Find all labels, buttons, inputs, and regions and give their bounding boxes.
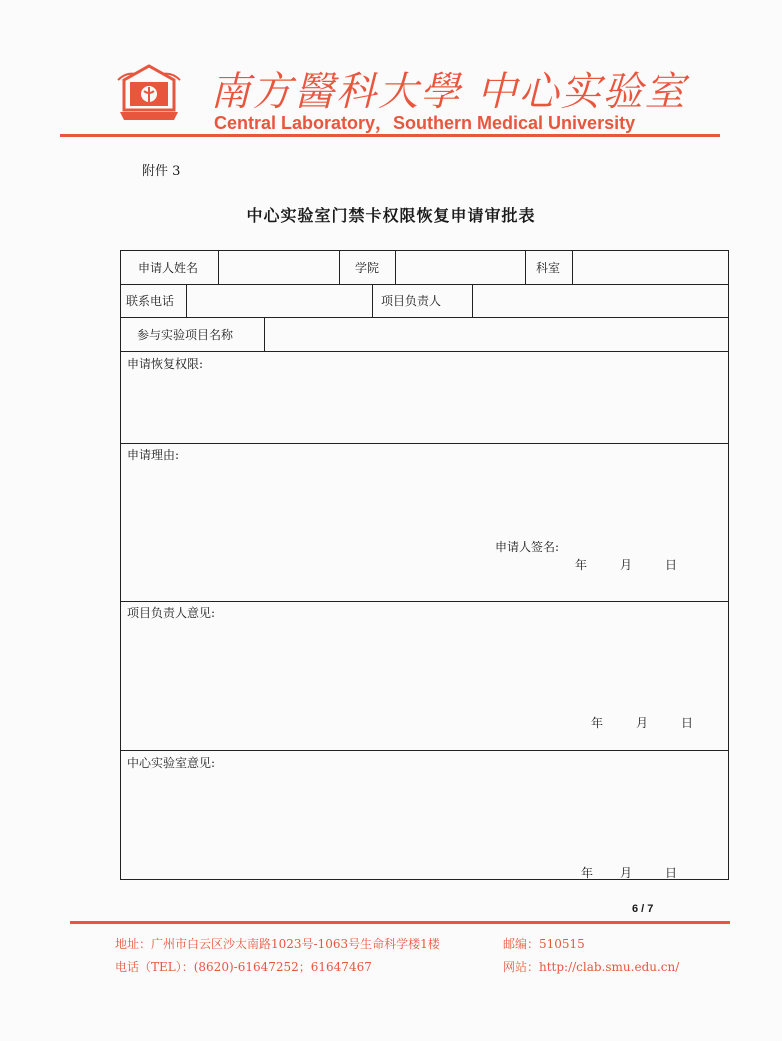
reason-day-label: 日 (665, 558, 678, 572)
project-leader-label: 项目负责人 (381, 294, 442, 308)
restore-permission-field[interactable] (121, 372, 728, 442)
project-name-field[interactable] (265, 318, 728, 351)
reason-year-label: 年 (575, 558, 588, 572)
reason-label: 申请理由: (127, 448, 180, 462)
college-field[interactable] (396, 251, 525, 284)
reason-field[interactable] (121, 463, 728, 533)
project-leader-field[interactable] (473, 285, 728, 317)
university-name-cn: 南方醫科大學 中心实验室 (210, 69, 687, 115)
footer-address: 地址：广州市白云区沙太南路1023号-1063号生命科学楼1楼 (115, 937, 440, 951)
lab-opinion-field[interactable] (121, 772, 728, 852)
footer-postcode: 邮编：510515 (503, 937, 585, 951)
college-label: 学院 (355, 261, 380, 275)
lab-month-label: 月 (620, 866, 633, 880)
applicant-name-field[interactable] (219, 251, 339, 284)
department-label: 科室 (536, 261, 561, 275)
university-name-en: Central Laboratory，Southern Medical University (214, 113, 636, 133)
header-divider (60, 134, 720, 137)
footer-website[interactable]: 网站：http://clab.smu.edu.cn/ (503, 960, 680, 974)
lab-day-label: 日 (665, 866, 678, 880)
applicant-signature-label: 申请人签名: (495, 540, 560, 554)
footer-divider (70, 921, 730, 924)
university-emblem-icon (116, 60, 182, 126)
form-title: 中心实验室门禁卡权限恢复申请审批表 (246, 206, 536, 225)
attachment-label: 附件 3 (142, 164, 181, 179)
lab-year-label: 年 (581, 866, 594, 880)
leader-opinion-field[interactable] (121, 622, 728, 702)
page-number: 6 / 7 (632, 903, 654, 915)
leader-year-label: 年 (591, 716, 604, 730)
applicant-name-label: 申请人姓名 (138, 261, 199, 275)
footer-phone: 电话（TEL）：(8620)-61647252；61647467 (115, 960, 372, 974)
phone-label: 联系电话 (126, 294, 175, 308)
leader-month-label: 月 (636, 716, 649, 730)
project-name-label: 参与实验项目名称 (137, 328, 234, 342)
lab-opinion-label: 中心实验室意见: (127, 756, 216, 770)
phone-field[interactable] (187, 285, 372, 317)
restore-permission-label: 申请恢复权限: (127, 357, 204, 371)
reason-month-label: 月 (620, 558, 633, 572)
department-field[interactable] (573, 251, 728, 284)
leader-opinion-label: 项目负责人意见: (127, 606, 216, 620)
leader-day-label: 日 (681, 716, 694, 730)
